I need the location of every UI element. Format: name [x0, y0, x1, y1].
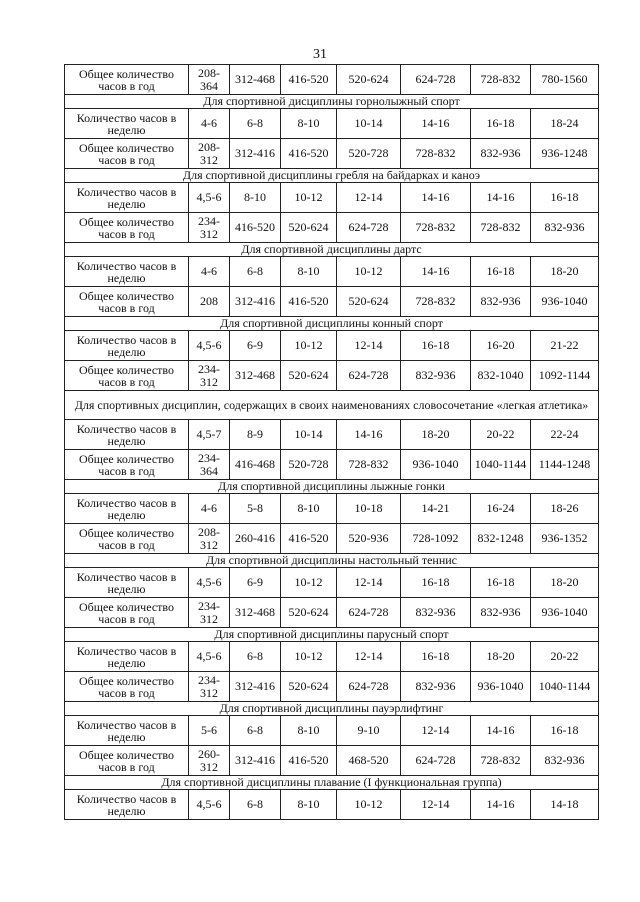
value-cell: 14-18: [531, 790, 599, 820]
section-title: Для спортивных дисциплин, содержащих в своих наименованиях словосочетание «легкая атлетика»: [65, 391, 599, 420]
value-cell: 520-728: [337, 139, 401, 169]
value-cell: 14-16: [337, 420, 401, 450]
value-cell: 1040-1144: [471, 450, 531, 480]
range-cell: 4,5-6: [189, 331, 230, 361]
range-cell: 234-312: [189, 361, 230, 391]
range-cell: 4-6: [189, 109, 230, 139]
page-number: 31: [313, 47, 327, 62]
value-cell: 312-416: [230, 746, 281, 776]
range-cell: 4,5-6: [189, 790, 230, 820]
row-label: Количество часов в неделю: [65, 642, 189, 672]
row-label: Количество часов в неделю: [65, 494, 189, 524]
range-cell: 4,5-6: [189, 568, 230, 598]
value-cell: 10-12: [281, 183, 337, 213]
section-title: Для спортивной дисциплины настольный теннис: [65, 554, 599, 568]
table-row: [65, 139, 599, 169]
range-cell: 208-312: [189, 524, 230, 554]
row-label: Общее количество часов в год: [65, 746, 189, 776]
value-cell: 624-728: [337, 213, 401, 243]
table-row: [65, 213, 599, 243]
value-cell: 728-832: [471, 213, 531, 243]
value-cell: 728-832: [471, 746, 531, 776]
value-cell: 16-18: [401, 331, 471, 361]
value-cell: 468-520: [337, 746, 401, 776]
value-cell: 6-8: [230, 257, 281, 287]
value-cell: 312-416: [230, 287, 281, 317]
value-cell: 728-832: [401, 139, 471, 169]
value-cell: 728-832: [337, 450, 401, 480]
table-body: [65, 65, 599, 820]
row-label: Общее количество часов в год: [65, 524, 189, 554]
row-label: Количество часов в неделю: [65, 331, 189, 361]
value-cell: 8-10: [281, 790, 337, 820]
value-cell: 6-8: [230, 716, 281, 746]
value-cell: 832-936: [471, 598, 531, 628]
value-cell: 832-1040: [471, 361, 531, 391]
value-cell: 312-416: [230, 139, 281, 169]
value-cell: 416-468: [230, 450, 281, 480]
value-cell: 260-416: [230, 524, 281, 554]
row-label: Общее количество часов в год: [65, 65, 189, 95]
value-cell: 832-936: [401, 598, 471, 628]
value-cell: 14-16: [401, 257, 471, 287]
row-label: Количество часов в неделю: [65, 716, 189, 746]
range-cell: 4,5-7: [189, 420, 230, 450]
row-label: Общее количество часов в год: [65, 598, 189, 628]
value-cell: 520-624: [281, 361, 337, 391]
table-row: [65, 287, 599, 317]
value-cell: 8-10: [230, 183, 281, 213]
section-header-row: [65, 95, 599, 109]
value-cell: 936-1040: [531, 287, 599, 317]
table-row: [65, 716, 599, 746]
value-cell: 936-1040: [471, 672, 531, 702]
value-cell: 936-1352: [531, 524, 599, 554]
range-cell: 4-6: [189, 257, 230, 287]
value-cell: 6-8: [230, 790, 281, 820]
value-cell: 12-14: [401, 790, 471, 820]
row-label: Общее количество часов в год: [65, 361, 189, 391]
table-row: [65, 450, 599, 480]
value-cell: 12-14: [337, 183, 401, 213]
range-cell: 234-312: [189, 598, 230, 628]
table-row: [65, 790, 599, 820]
section-header-row: [65, 480, 599, 494]
range-cell: 234-312: [189, 672, 230, 702]
section-header-row: [65, 317, 599, 331]
section-title: Для спортивной дисциплины пауэрлифтинг: [65, 702, 599, 716]
value-cell: 12-14: [337, 568, 401, 598]
value-cell: 8-10: [281, 494, 337, 524]
value-cell: 832-936: [401, 672, 471, 702]
value-cell: 18-26: [531, 494, 599, 524]
value-cell: 20-22: [531, 642, 599, 672]
value-cell: 832-936: [531, 213, 599, 243]
value-cell: 624-728: [401, 65, 471, 95]
value-cell: 14-16: [471, 183, 531, 213]
value-cell: 520-936: [337, 524, 401, 554]
value-cell: 12-14: [337, 642, 401, 672]
table-row: [65, 331, 599, 361]
row-label: Общее количество часов в год: [65, 139, 189, 169]
value-cell: 936-1248: [531, 139, 599, 169]
value-cell: 520-728: [281, 450, 337, 480]
row-label: Общее количество часов в год: [65, 287, 189, 317]
value-cell: 12-14: [337, 331, 401, 361]
value-cell: 312-468: [230, 65, 281, 95]
value-cell: 624-728: [337, 672, 401, 702]
range-cell: 208-312: [189, 139, 230, 169]
value-cell: 16-18: [531, 716, 599, 746]
value-cell: 832-936: [471, 287, 531, 317]
table-row: [65, 109, 599, 139]
range-cell: 208-364: [189, 65, 230, 95]
value-cell: 16-18: [531, 183, 599, 213]
row-label: Общее количество часов в год: [65, 450, 189, 480]
value-cell: 624-728: [401, 746, 471, 776]
table-row: [65, 568, 599, 598]
value-cell: 832-936: [531, 746, 599, 776]
value-cell: 832-936: [401, 361, 471, 391]
value-cell: 20-22: [471, 420, 531, 450]
section-title: Для спортивной дисциплины лыжные гонки: [65, 480, 599, 494]
value-cell: 936-1040: [531, 598, 599, 628]
value-cell: 728-832: [401, 213, 471, 243]
value-cell: 10-12: [337, 257, 401, 287]
value-cell: 520-624: [337, 287, 401, 317]
value-cell: 16-20: [471, 331, 531, 361]
training-hours-table: [64, 64, 599, 820]
table-row: [65, 65, 599, 95]
section-header-row: [65, 628, 599, 642]
value-cell: 14-16: [471, 790, 531, 820]
value-cell: 14-16: [401, 109, 471, 139]
value-cell: 18-20: [531, 257, 599, 287]
section-header-row: [65, 391, 599, 420]
row-label: Количество часов в неделю: [65, 790, 189, 820]
value-cell: 16-18: [471, 109, 531, 139]
value-cell: 16-24: [471, 494, 531, 524]
value-cell: 1092-1144: [531, 361, 599, 391]
value-cell: 520-624: [337, 65, 401, 95]
row-label: Общее количество часов в год: [65, 213, 189, 243]
table-row: [65, 642, 599, 672]
range-cell: 260-312: [189, 746, 230, 776]
table-row: [65, 361, 599, 391]
value-cell: 16-18: [471, 257, 531, 287]
value-cell: 5-8: [230, 494, 281, 524]
row-label: Количество часов в неделю: [65, 420, 189, 450]
row-label: Количество часов в неделю: [65, 183, 189, 213]
value-cell: 18-20: [471, 642, 531, 672]
section-header-row: [65, 702, 599, 716]
value-cell: 10-12: [281, 331, 337, 361]
value-cell: 9-10: [337, 716, 401, 746]
value-cell: 10-12: [281, 642, 337, 672]
section-title: Для спортивной дисциплины горнолыжный спорт: [65, 95, 599, 109]
value-cell: 8-9: [230, 420, 281, 450]
section-title: Для спортивной дисциплины плавание (I функциональная группа): [65, 776, 599, 790]
table-row: [65, 524, 599, 554]
section-header-row: [65, 169, 599, 183]
value-cell: 8-10: [281, 109, 337, 139]
value-cell: 6-9: [230, 331, 281, 361]
value-cell: 1040-1144: [531, 672, 599, 702]
table-row: [65, 257, 599, 287]
value-cell: 312-468: [230, 361, 281, 391]
value-cell: 18-20: [531, 568, 599, 598]
value-cell: 18-24: [531, 109, 599, 139]
row-label: Общее количество часов в год: [65, 672, 189, 702]
section-header-row: [65, 554, 599, 568]
table-row: [65, 494, 599, 524]
value-cell: 16-18: [401, 568, 471, 598]
value-cell: 10-14: [281, 420, 337, 450]
value-cell: 416-520: [281, 524, 337, 554]
value-cell: 624-728: [337, 598, 401, 628]
value-cell: 780-1560: [531, 65, 599, 95]
value-cell: 22-24: [531, 420, 599, 450]
range-cell: 234-364: [189, 450, 230, 480]
value-cell: 18-20: [401, 420, 471, 450]
range-cell: 4,5-6: [189, 642, 230, 672]
section-title: Для спортивной дисциплины парусный спорт: [65, 628, 599, 642]
table-row: [65, 420, 599, 450]
table-row: [65, 183, 599, 213]
value-cell: 832-1248: [471, 524, 531, 554]
value-cell: 728-832: [471, 65, 531, 95]
value-cell: 1144-1248: [531, 450, 599, 480]
section-title: Для спортивной дисциплины конный спорт: [65, 317, 599, 331]
table-row: [65, 672, 599, 702]
value-cell: 728-1092: [401, 524, 471, 554]
range-cell: 208: [189, 287, 230, 317]
value-cell: 14-16: [401, 183, 471, 213]
section-header-row: [65, 776, 599, 790]
value-cell: 416-520: [281, 139, 337, 169]
value-cell: 312-468: [230, 598, 281, 628]
value-cell: 416-520: [281, 746, 337, 776]
table-row: [65, 598, 599, 628]
value-cell: 10-12: [281, 568, 337, 598]
row-label: Количество часов в неделю: [65, 568, 189, 598]
value-cell: 14-16: [471, 716, 531, 746]
value-cell: 8-10: [281, 716, 337, 746]
range-cell: 4,5-6: [189, 183, 230, 213]
value-cell: 14-21: [401, 494, 471, 524]
section-title: Для спортивной дисциплины дартс: [65, 243, 599, 257]
range-cell: 234-312: [189, 213, 230, 243]
range-cell: 5-6: [189, 716, 230, 746]
value-cell: 728-832: [401, 287, 471, 317]
value-cell: 832-936: [471, 139, 531, 169]
value-cell: 936-1040: [401, 450, 471, 480]
value-cell: 312-416: [230, 672, 281, 702]
value-cell: 520-624: [281, 598, 337, 628]
value-cell: 21-22: [531, 331, 599, 361]
row-label: Количество часов в неделю: [65, 109, 189, 139]
value-cell: 6-8: [230, 109, 281, 139]
value-cell: 10-12: [337, 790, 401, 820]
value-cell: 520-624: [281, 672, 337, 702]
value-cell: 416-520: [281, 65, 337, 95]
section-title: Для спортивной дисциплины гребля на байдарках и каноэ: [65, 169, 599, 183]
value-cell: 416-520: [281, 287, 337, 317]
value-cell: 6-8: [230, 642, 281, 672]
value-cell: 6-9: [230, 568, 281, 598]
value-cell: 416-520: [230, 213, 281, 243]
value-cell: 10-14: [337, 109, 401, 139]
value-cell: 10-18: [337, 494, 401, 524]
range-cell: 4-6: [189, 494, 230, 524]
row-label: Количество часов в неделю: [65, 257, 189, 287]
value-cell: 8-10: [281, 257, 337, 287]
value-cell: 520-624: [281, 213, 337, 243]
value-cell: 16-18: [471, 568, 531, 598]
value-cell: 12-14: [401, 716, 471, 746]
value-cell: 16-18: [401, 642, 471, 672]
value-cell: 624-728: [337, 361, 401, 391]
table-row: [65, 746, 599, 776]
section-header-row: [65, 243, 599, 257]
